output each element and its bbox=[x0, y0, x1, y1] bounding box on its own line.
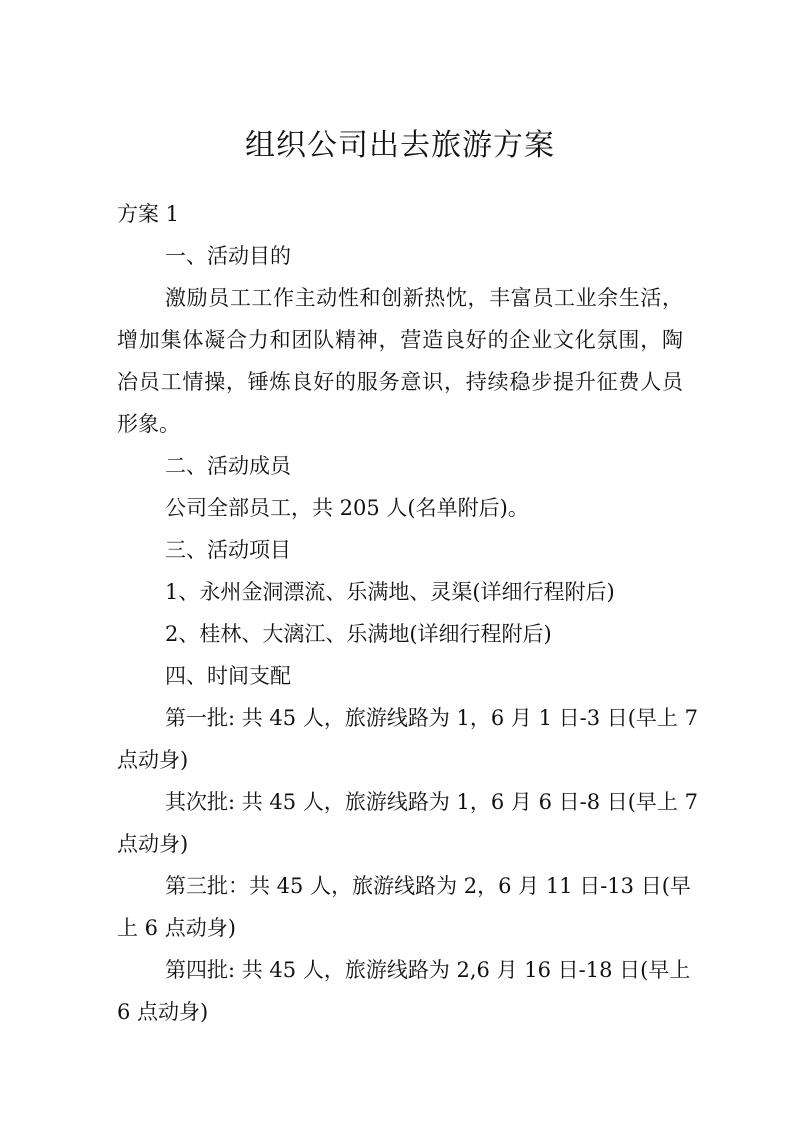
paragraph-line: 形象。 bbox=[117, 412, 180, 436]
schedule-line: 其次批: 共 45 人，旅游线路为 1，6 月 6 日-8 日(早上 7 bbox=[165, 790, 698, 814]
plan-heading: 方案 1 bbox=[117, 202, 180, 226]
paragraph-line: 公司全部员工，共 205 人(名单附后)。 bbox=[165, 496, 529, 520]
schedule-line: 上 6 点动身) bbox=[117, 916, 236, 940]
schedule-line: 点动身) bbox=[117, 832, 189, 856]
schedule-line: 第四批: 共 45 人，旅游线路为 2,6 月 16 日-18 日(早上 bbox=[165, 958, 691, 982]
section-heading-members: 二、活动成员 bbox=[165, 454, 291, 478]
schedule-line: 6 点动身) bbox=[117, 1000, 209, 1024]
schedule-line: 第三批：共 45 人，旅游线路为 2，6 月 11 日-13 日(早 bbox=[165, 874, 691, 898]
section-heading-purpose: 一、活动目的 bbox=[165, 244, 291, 268]
document-title: 组织公司出去旅游方案 bbox=[245, 128, 555, 163]
schedule-line: 点动身) bbox=[117, 748, 189, 772]
schedule-line: 第一批: 共 45 人，旅游线路为 1，6 月 1 日-3 日(早上 7 bbox=[165, 706, 698, 730]
list-item: 2、桂林、大漓江、乐满地(详细行程附后) bbox=[165, 622, 552, 646]
section-heading-projects: 三、活动项目 bbox=[165, 538, 291, 562]
paragraph-line: 激励员工工作主动性和创新热忱，丰富员工业余生活， bbox=[165, 286, 683, 310]
paragraph-line: 增加集体凝合力和团队精神，营造良好的企业文化氛围，陶 bbox=[117, 328, 683, 352]
section-heading-schedule: 四、时间支配 bbox=[165, 664, 291, 688]
paragraph-line: 冶员工情操，锤炼良好的服务意识，持续稳步提升征费人员 bbox=[117, 370, 683, 394]
list-item: 1、永州金洞漂流、乐满地、灵渠(详细行程附后) bbox=[165, 580, 615, 604]
